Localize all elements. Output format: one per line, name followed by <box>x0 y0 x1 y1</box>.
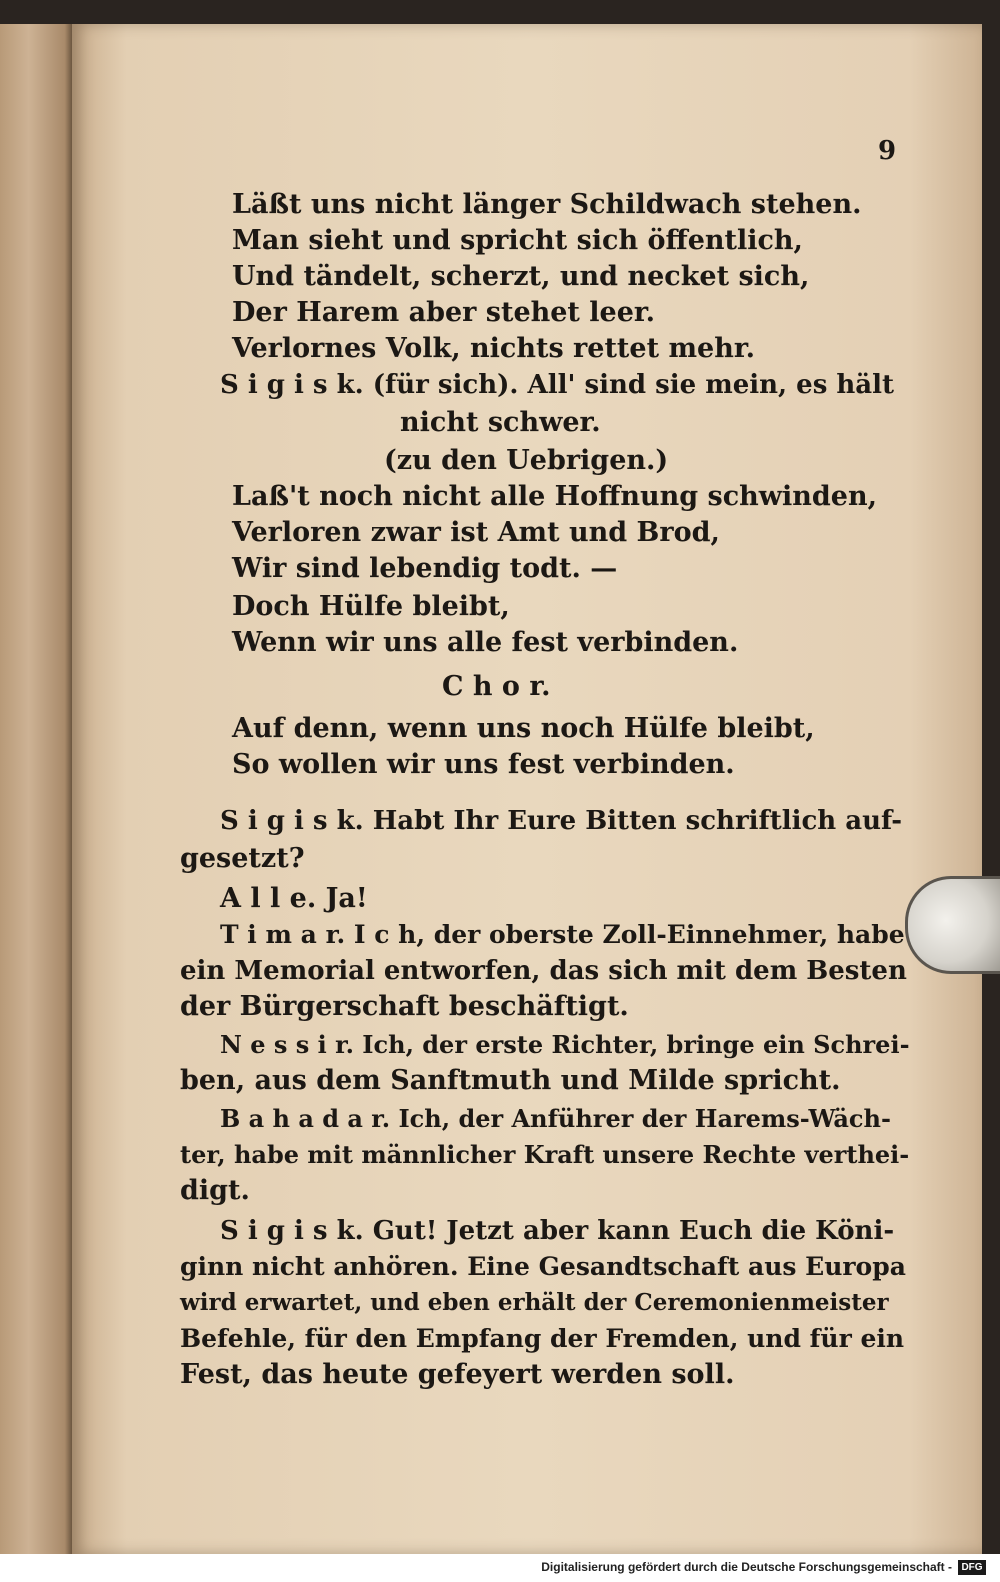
page-tab-marker <box>905 876 1000 974</box>
text-line: Fest, das heute gefeyert werden soll. <box>180 1359 735 1390</box>
text-line: ben, aus dem Sanftmuth und Milde spricht. <box>180 1065 841 1096</box>
text-line: Verlornes Volk, nichts rettet mehr. <box>232 333 755 364</box>
text-line: Wir sind lebendig todt. — <box>232 553 618 584</box>
text-line: wird erwartet, und eben erhält der Ceremonienmeister <box>180 1289 889 1316</box>
speaker-line: S i g i s k. (für sich). All' sind sie mein, es hält <box>220 370 895 400</box>
footer-bar <box>0 1554 1000 1582</box>
text-line: ein Memorial entworfen, das sich mit dem Besten <box>180 956 907 986</box>
text-line: So wollen wir uns fest verbinden. <box>232 749 735 780</box>
text-line: Befehle, für den Empfang der Fremden, und für ein <box>180 1324 905 1353</box>
text-line: Laß't noch nicht alle Hoffnung schwinden, <box>232 481 877 512</box>
page-number: 9 <box>878 136 897 166</box>
stage-direction: (zu den Uebrigen.) <box>384 445 669 476</box>
text-line: Verloren zwar ist Amt und Brod, <box>232 517 720 548</box>
speaker-line: S i g i s k. Habt Ihr Eure Bitten schriftlich auf- <box>220 806 903 836</box>
text-line: ter, habe mit männlicher Kraft unsere Rechte verthei- <box>180 1140 910 1169</box>
chorus-heading: C h o r. <box>442 671 551 702</box>
text-line: Doch Hülfe bleibt, <box>232 591 510 622</box>
text-line: digt. <box>180 1175 250 1206</box>
speaker-line: N e s s i r. Ich, der erste Richter, bringe ein Schrei- <box>220 1030 910 1059</box>
left-page-edge <box>0 24 74 1554</box>
speaker-line: S i g i s k. Gut! Jetzt aber kann Euch die Köni- <box>220 1216 895 1246</box>
book-page <box>72 24 982 1554</box>
text-line: gesetzt? <box>180 843 305 874</box>
text-line: der Bürgerschaft beschäftigt. <box>180 991 629 1022</box>
text-line: Der Harem aber stehet leer. <box>232 297 656 328</box>
text-line: Auf denn, wenn uns noch Hülfe bleibt, <box>232 713 815 744</box>
footer-credit: Digitalisierung gefördert durch die Deutsche Forschungsgemeinschaft - <box>541 1560 952 1574</box>
text-line: Man sieht und spricht sich öffentlich, <box>232 225 803 256</box>
text-line: nicht schwer. <box>400 407 601 438</box>
speaker-line: B a h a d a r. Ich, der Anführer der Harems-Wäch- <box>220 1104 891 1133</box>
text-line: Läßt uns nicht länger Schildwach stehen. <box>232 189 862 220</box>
speaker-line: A l l e. Ja! <box>220 883 368 914</box>
text-line: Und tändelt, scherzt, und necket sich, <box>232 261 810 292</box>
text-line: ginn nicht anhören. Eine Gesandtschaft aus Europa <box>180 1252 906 1281</box>
speaker-line: T i m a r. I c h, der oberste Zoll-Einnehmer, habe <box>220 920 905 949</box>
dfg-logo-icon: DFG <box>958 1560 986 1575</box>
text-line: Wenn wir uns alle fest verbinden. <box>232 627 739 658</box>
